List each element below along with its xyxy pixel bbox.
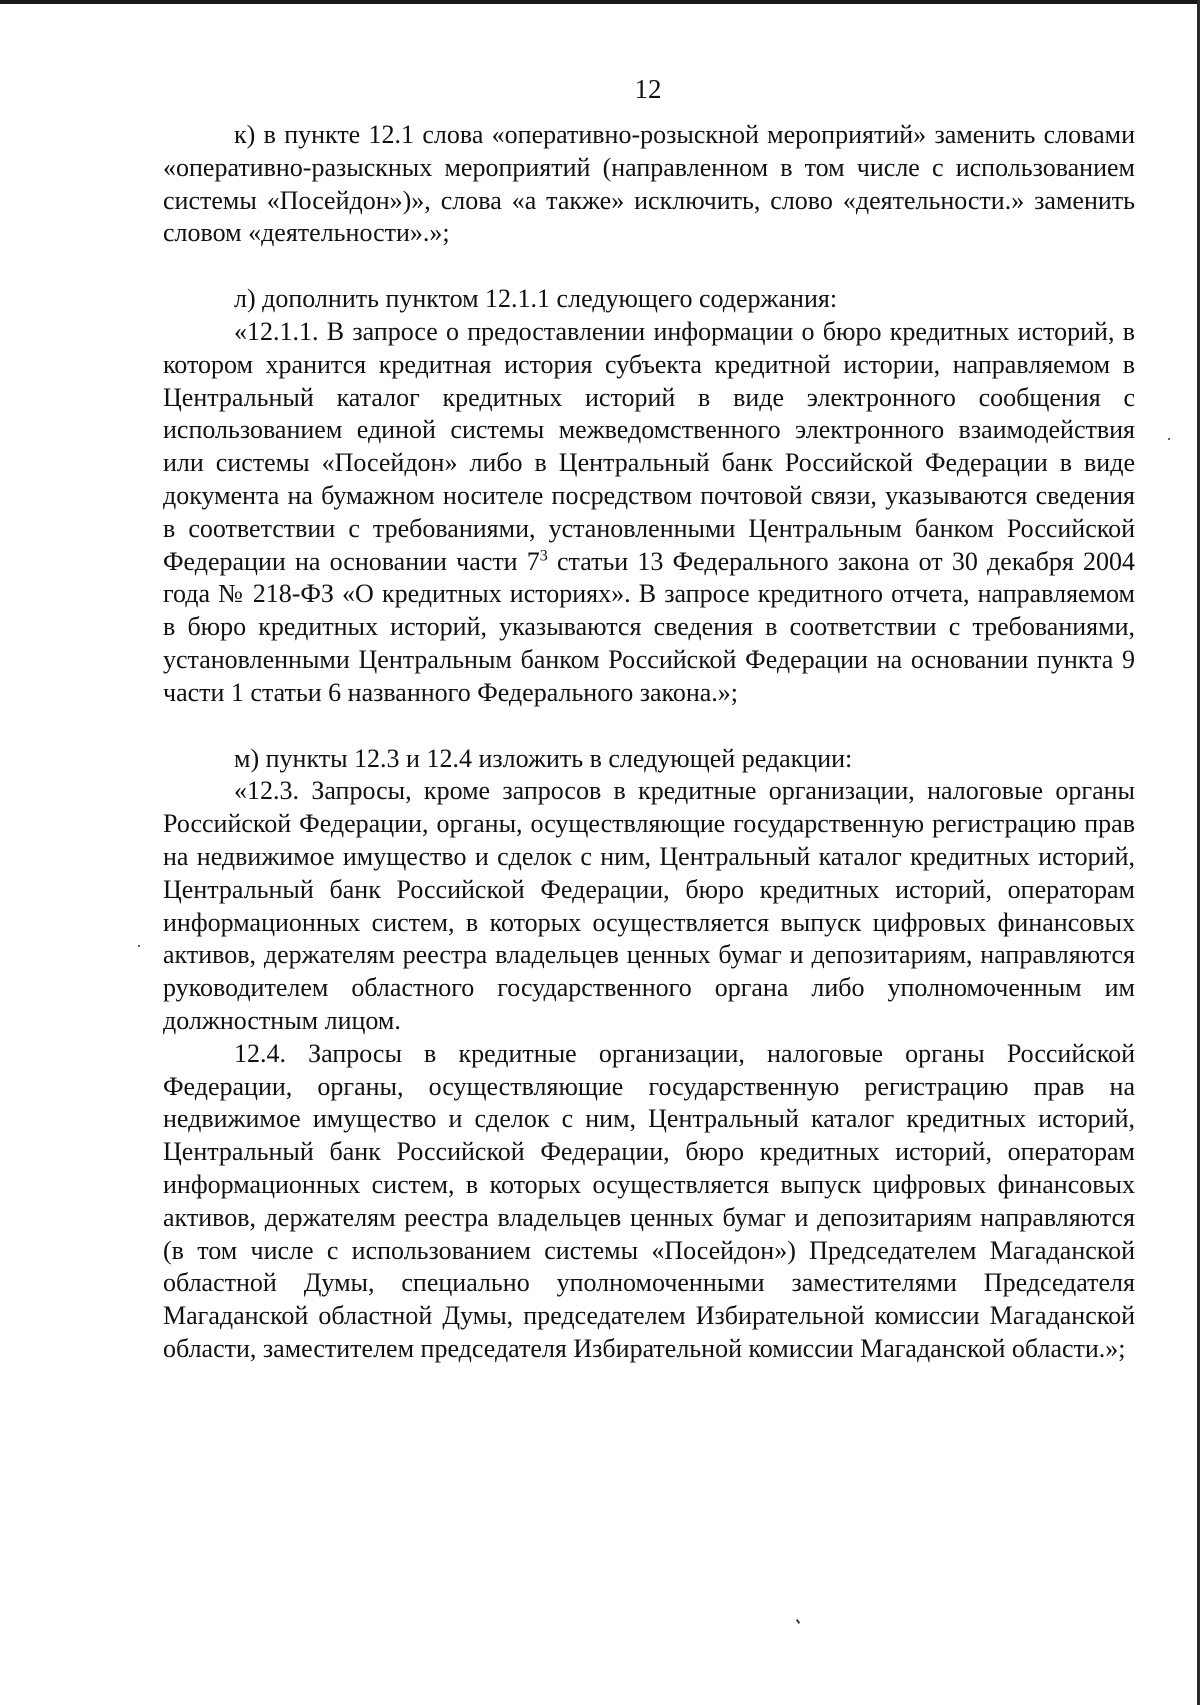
paragraph-12-1-1-part1: «12.1.1. В запросе о предоставлении информации о бюро кредитных историй, в котором хранится кредитная история субъекта кредитной истории, направляемом в Центральный каталог кредитных историй в виде электронного сообщения с использованием единой системы межведомственного электронного взаимодействия или системы «Посейдон» либо в Центральный банк Российской Федерации в виде документа на бумажном носителе посредством почтовой связи, указываются сведения в соответствии с требованиями, установленными Центральным банком Российской Федерации на основании части 7 — [163, 316, 1135, 576]
superscript-3: 3 — [539, 546, 548, 564]
paragraph-m-intro: м) пункты 12.3 и 12.4 изложить в следующей редакции: — [234, 743, 853, 773]
page-number: 12 — [634, 74, 662, 104]
paragraph-l-intro: л) дополнить пунктом 12.1.1 следующего содержания: — [234, 284, 838, 314]
paragraph-k: к) в пункте 12.1 слова «оперативно-розыскной мероприятий» заменить словами «оперативно-разыскных мероприятий (направленном в том числе с использованием системы «Посейдон»)», слова «а также» исключить, слово «деятельности.» заменить словом «деятельности».»; — [163, 120, 1135, 248]
scan-speck — [138, 945, 140, 947]
scan-edge-top — [0, 0, 1200, 4]
scan-speck — [796, 1619, 801, 1624]
paragraph-gap — [163, 250, 1135, 283]
paragraph-12-1-1-part2: статьи 13 Федерального закона от 30 декабря 2004 года № 218-ФЗ «О кредитных историях». В запросе кредитного отчета, направляемом в бюро кредитных историй, указываются сведения в соответствии с требованиями, установленными Центральным банком Российской Федерации на основании пункта 9 части 1 статьи 6 названного Федерального закона.»; — [163, 546, 1135, 707]
paragraph-12-1-1 — [163, 316, 1135, 710]
paragraph-12-3: «12.3. Запросы, кроме запросов в кредитные организации, налоговые органы Российской Федерации, органы, осуществляющие государственную регистрацию прав на недвижимое имущество и сделок с ним, Центральный каталог кредитных историй, Центральный банк Российской Федерации, бюро кредитных историй, операторам информационных систем, в которых осуществляется выпуск цифровых финансовых активов, держателям реестра владельцев ценных бумаг и депозитариям, направляются руководителем областного государственного органа либо уполномоченным им должностным лицом. — [163, 776, 1135, 1035]
scan-speck — [1168, 438, 1170, 440]
paragraph-12-4: 12.4. Запросы в кредитные организации, налоговые органы Российской Федерации, органы, осуществляющие государственную регистрацию прав на недвижимое имущество и сделок с ним, Центральный каталог кредитных историй, Центральный банк Российской Федерации, бюро кредитных историй, операторам информационных систем, в которых осуществляется выпуск цифровых финансовых активов, держателям реестра владельцев ценных бумаг и депозитариям направляются (в том числе с использованием системы «Посейдон») Председателем Магаданской областной Думы, специально уполномоченными заместителями Председателя Магаданской областной Думы, председателем Избирательной комиссии Магаданской области, заместителем председателя Избирательной комиссии Магаданской области.»; — [163, 1038, 1135, 1363]
paragraph-gap — [163, 710, 1135, 743]
document-body — [163, 119, 1135, 1366]
